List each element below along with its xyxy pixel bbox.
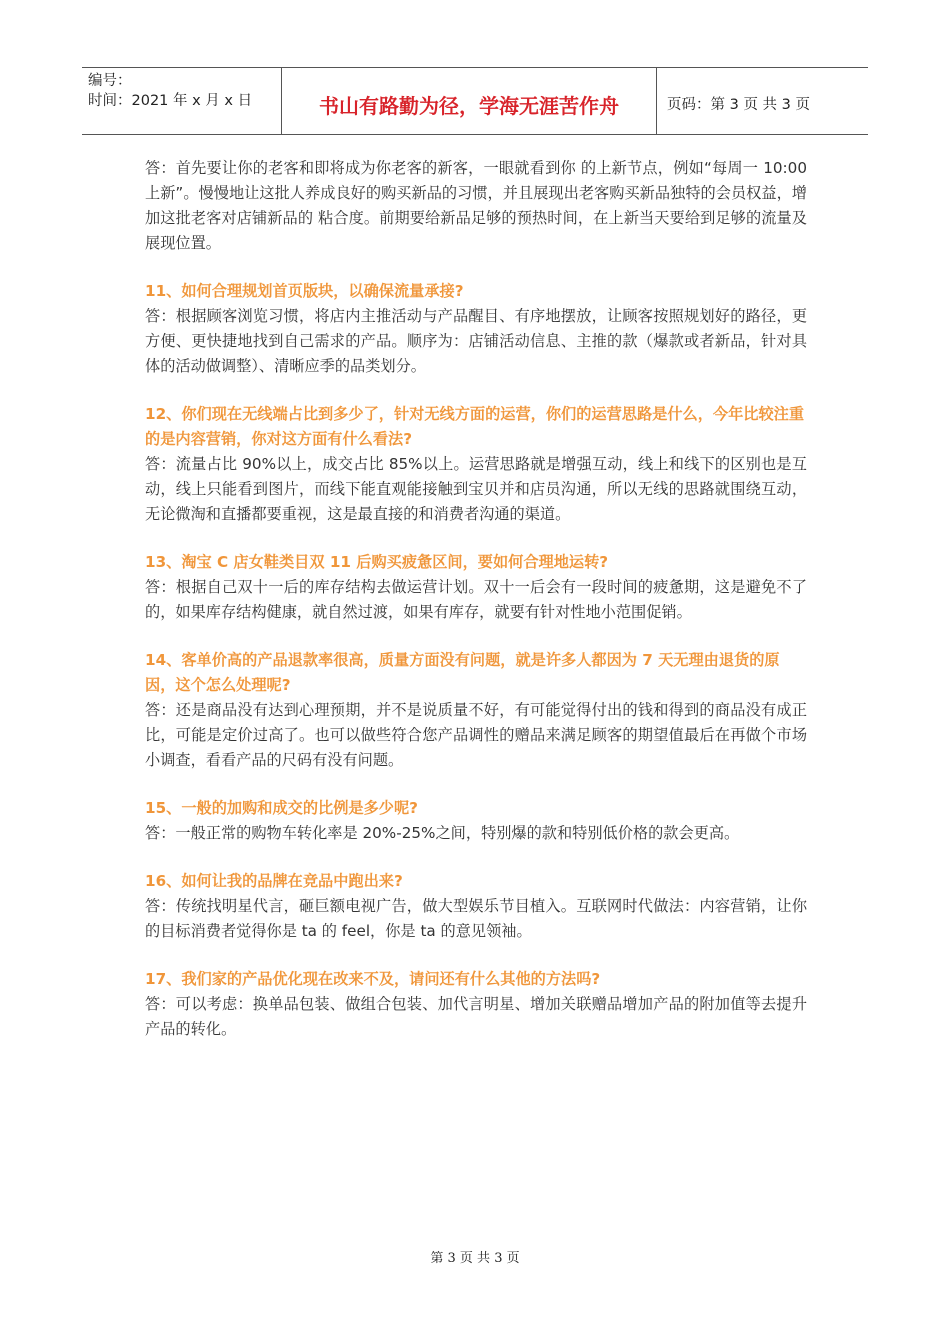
qa-block [145,279,807,379]
answer-text: 答：传统找明星代言，砸巨额电视广告，做大型娱乐节目植入。互联网时代做法：内容营销，让你的目标消费者觉得你是 ta 的 feel，你是 ta 的意见领袖。 [145,897,807,940]
question-heading: 11、如何合理规划首页版块，以确保流量承接? [145,282,464,300]
header-meta [82,68,282,134]
answer-text: 答：流量占比 90%以上，成交占比 85%以上。运营思路就是增强互动，线上和线下的区别也是互动，线上只能看到图片，而线下能直观能接触到宝贝并和店员沟通，所以无线的思路就围绕互动，无论微淘和直播都要重视，这是最直接的和消费者沟通的渠道。 [145,455,807,523]
question-heading: 14、客单价高的产品退款率很高，质量方面没有问题，就是许多人都因为 7 天无理由退货的原因，这个怎么处理呢? [145,651,780,694]
document-body [145,156,807,1065]
header-motto: 书山有路勤为径，学海无涯苦作舟 [282,68,657,134]
date-label: 时间：2021 年 x 月 x 日 [88,93,253,109]
question-heading: 15、一般的加购和成交的比例是多少呢? [145,799,418,817]
qa-block-intro [145,156,807,256]
header-page-info: 页码：第 3 页 共 3 页 [667,96,810,113]
question-heading: 17、我们家的产品优化现在改来不及，请问还有什么其他的方法吗? [145,970,601,988]
question-heading: 13、淘宝 C 店女鞋类目双 11 后购买疲惫区间，要如何合理地运转? [145,553,609,571]
qa-block [145,648,807,773]
page-footer: 第 3 页 共 3 页 [430,1251,520,1266]
question-heading: 12、你们现在无线端占比到多少了，针对无线方面的运营，你们的运营思路是什么，今年比较注重的是内容营销，你对这方面有什么看法? [145,405,805,448]
qa-block [145,550,807,625]
answer-text: 答：还是商品没有达到心理预期，并不是说质量不好，有可能觉得付出的钱和得到的商品没有成正比，可能是定价过高了。也可以做些符合您产品调性的赠品来满足顾客的期望值最后在再做个市场小调查，看看产品的尺码有没有问题。 [145,701,807,769]
answer-text: 答：首先要让你的老客和即将成为你老客的新客，一眼就看到你 的上新节点，例如“每周一 10:00 上新”。慢慢地让这批人养成良好的购买新品的习惯，并且展现出老客购买新品独特的会员权益，增加这批老客对店铺新品的 粘合度。前期要给新品足够的预热时间，在上新当天要给到足够的流量及展现位置。 [145,159,807,252]
answer-text: 答：一般正常的购物车转化率是 20%-25%之间，特别爆的款和特别低价格的款会更高。 [145,824,740,842]
page-header [82,67,868,135]
serial-number-label: 编号： [88,73,132,89]
qa-block [145,869,807,944]
answer-text: 答：根据自己双十一后的库存结构去做运营计划。双十一后会有一段时间的疲惫期，这是避免不了的，如果库存结构健康，就自然过渡，如果有库存，就要有针对性地小范围促销。 [145,578,807,621]
answer-text: 答：可以考虑：换单品包装、做组合包装、加代言明星、增加关联赠品增加产品的附加值等去提升产品的转化。 [145,995,807,1038]
qa-block [145,796,807,846]
qa-block [145,402,807,527]
answer-text: 答：根据顾客浏览习惯，将店内主推活动与产品醒目、有序地摆放，让顾客按照规划好的路径，更方便、更快捷地找到自己需求的产品。顺序为：店铺活动信息、主推的款（爆款或者新品，针对具体的活动做调整）、清晰应季的品类划分。 [145,307,807,375]
question-heading: 16、如何让我的品牌在竞品中跑出来? [145,872,403,890]
qa-block [145,967,807,1042]
